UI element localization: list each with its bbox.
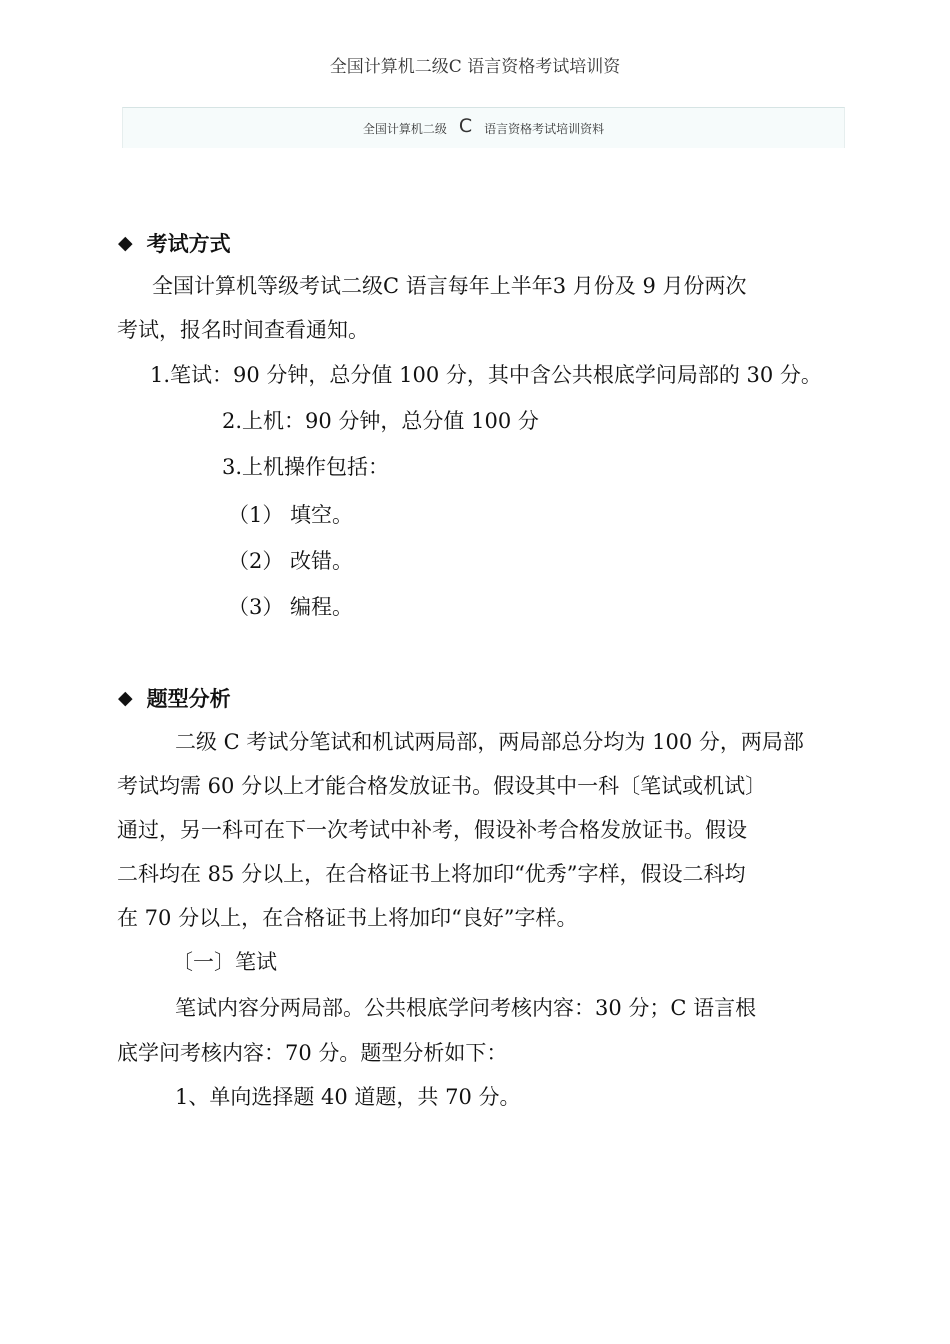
- question-item-single-choice: 1、单向选择题 40 道题，共 70 分。: [175, 1085, 521, 1109]
- section-title: 题型分析: [146, 686, 231, 711]
- paragraph-line-2: 考试均需 60 分以上才能合格发放证书。假设其中一科〔笔试或机试〕: [117, 774, 767, 798]
- intro-line-2: 考试，报名时间查看通知。: [117, 318, 369, 342]
- section-title: 考试方式: [146, 231, 231, 256]
- list-item-operations: 3.上机操作包括：: [222, 455, 390, 479]
- section-heading-exam-method: [118, 228, 231, 258]
- list-item-computer-exam: 2.上机：90 分钟，总分值 100 分: [222, 409, 539, 433]
- paragraph-line-4: 二科均在 85 分以上，在合格证书上将加印“优秀”字样，假设二科均: [117, 862, 746, 886]
- page-top-title: 全国计算机二级C 语言资格考试培训资: [329, 57, 621, 77]
- section-heading-question-types: [118, 683, 231, 713]
- written-line-2: 底学问考核内容：70 分。题型分析如下：: [117, 1041, 508, 1065]
- list-item-written-exam: 1.笔试：90 分钟，总分值 100 分，其中含公共根底学问局部的 30 分。: [150, 363, 822, 387]
- written-line-1: 笔试内容分两局部。公共根底学问考核内容：30 分；C 语言根: [175, 996, 757, 1020]
- header-right-text: 语言资格考试培训资料: [484, 121, 605, 136]
- diamond-bullet-icon: ◆: [118, 687, 133, 709]
- paragraph-line-5: 在 70 分以上，在合格证书上将加印“良好”字样。: [117, 906, 578, 930]
- sub-item-programming: （3） 编程。: [228, 595, 354, 619]
- diamond-bullet-icon: ◆: [118, 232, 133, 254]
- header-left-text: 全国计算机二级: [362, 121, 447, 136]
- intro-line-1: 全国计算机等级考试二级C 语言每年上半年3 月份及 9 月份两次: [152, 274, 747, 298]
- paragraph-line-1: 二级 C 考试分笔试和机试两局部，两局部总分均为 100 分，两局部: [175, 730, 804, 754]
- running-header: [122, 107, 845, 148]
- header-letter: C: [458, 115, 473, 137]
- sub-heading-written: 〔一〕笔试: [172, 950, 277, 974]
- sub-item-fill-blank: （1） 填空。: [228, 503, 354, 527]
- paragraph-line-3: 通过，另一科可在下一次考试中补考，假设补考合格发放证书。假设: [117, 818, 747, 842]
- sub-item-correct-error: （2） 改错。: [228, 549, 354, 573]
